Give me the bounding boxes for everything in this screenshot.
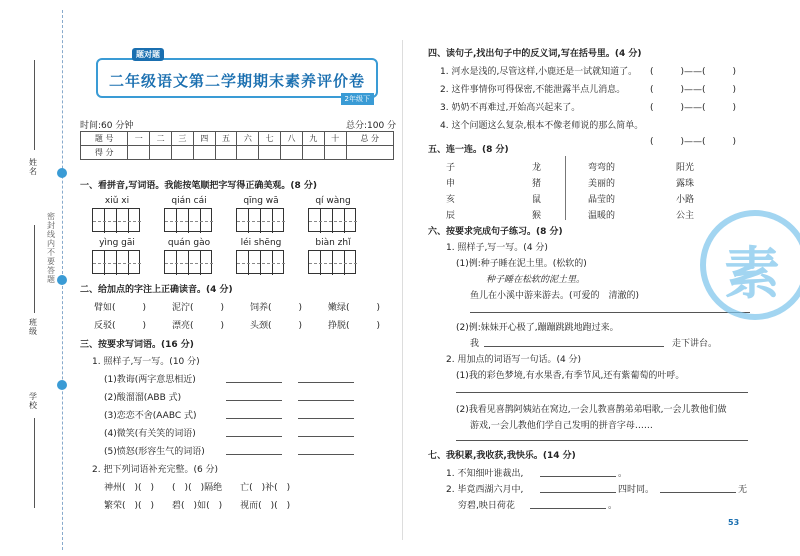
q6-sub1: 1. 照样子,写一写。(4 分) bbox=[446, 243, 548, 253]
score-header-cell: 八 bbox=[281, 132, 303, 146]
q6-ex2-start: 我 bbox=[470, 339, 480, 349]
score-header-cell: 题 号 bbox=[81, 132, 128, 146]
score-cell[interactable] bbox=[150, 146, 172, 160]
q3-item: (5)愤怒(形容生气的词语) bbox=[104, 447, 205, 457]
q3-item: (2)酸溜溜(ABB 式) bbox=[104, 393, 182, 403]
column-divider bbox=[402, 40, 403, 540]
answer-line[interactable] bbox=[456, 392, 748, 393]
score-header-cell: 三 bbox=[172, 132, 194, 146]
match-item[interactable]: 温暖的 bbox=[588, 211, 616, 221]
reading-item: 反驳( ) bbox=[94, 321, 147, 331]
score-header-cell: 二 bbox=[150, 132, 172, 146]
score-header-cell: 六 bbox=[237, 132, 259, 146]
match-divider bbox=[565, 156, 566, 220]
seal-dot bbox=[57, 168, 67, 178]
answer-line[interactable] bbox=[226, 382, 282, 383]
answer-line[interactable] bbox=[226, 418, 282, 419]
score-cell[interactable] bbox=[324, 146, 346, 160]
grade-tag: 2年级下 bbox=[341, 93, 374, 105]
q6-ex1-task: 鱼儿在小溪中游来游去。(可爱的 清澈的) bbox=[470, 291, 640, 301]
name-label: 姓名 bbox=[29, 158, 37, 176]
reading-item: 头颈( ) bbox=[250, 321, 303, 331]
match-item[interactable]: 猪 bbox=[532, 179, 542, 189]
antonym-blanks: ( )——( ) bbox=[650, 67, 737, 77]
title-banner bbox=[96, 58, 378, 103]
q7-b: 2. 毕竟西湖六月中, bbox=[446, 485, 524, 495]
answer-line[interactable] bbox=[540, 476, 616, 477]
answer-line[interactable] bbox=[226, 454, 282, 455]
match-item[interactable]: 美丽的 bbox=[588, 179, 616, 189]
q6-ex2-end: 走下讲台。 bbox=[672, 339, 718, 349]
brand-badge: 题对题 bbox=[132, 48, 164, 61]
q3-item: (3)恋恋不舍(AABC 式) bbox=[104, 411, 197, 421]
writing-grid[interactable] bbox=[164, 250, 212, 274]
match-item[interactable]: 露珠 bbox=[676, 179, 695, 189]
match-item[interactable]: 晶莹的 bbox=[588, 195, 616, 205]
answer-line[interactable] bbox=[456, 440, 748, 441]
watermark-stamp bbox=[700, 210, 800, 320]
q4-title: 四、读句子,找出句子中的反义词,写在括号里。(4 分) bbox=[428, 49, 642, 59]
score-cell[interactable] bbox=[281, 146, 303, 160]
match-item[interactable]: 龙 bbox=[532, 163, 542, 173]
reading-item: 漂亮( ) bbox=[172, 321, 225, 331]
pinyin-label: quán gào bbox=[167, 238, 211, 248]
score-cell[interactable] bbox=[215, 146, 237, 160]
school-label: 学校 bbox=[29, 392, 37, 410]
q1-title: 一、看拼音,写词语。我能按笔顺把字写得正确美观。(8 分) bbox=[80, 181, 318, 191]
q6-ex1: (1)例:种子睡在泥土里。(松软的) bbox=[456, 259, 587, 269]
pinyin-label: biàn zhǐ bbox=[315, 238, 351, 248]
q3-title: 三、按要求写词语。(16 分) bbox=[80, 340, 194, 350]
answer-line[interactable] bbox=[298, 382, 354, 383]
answer-line[interactable] bbox=[484, 346, 664, 347]
pinyin-label: xiǔ xi bbox=[104, 196, 130, 206]
match-item[interactable]: 亥 bbox=[446, 195, 456, 205]
q7-title: 七、我积累,我收获,我快乐。(14 分) bbox=[428, 451, 576, 461]
q5-title: 五、连一连。(8 分) bbox=[428, 145, 509, 155]
q3-sub1: 1. 照样子,写一写。(10 分) bbox=[92, 357, 200, 367]
antonym-blanks: ( )——( ) bbox=[650, 137, 737, 147]
match-item[interactable]: 小路 bbox=[676, 195, 695, 205]
q4-item: 2. 这件事情你可得保密,不能泄露半点儿消息。 bbox=[440, 85, 626, 95]
seal-dot bbox=[57, 380, 67, 390]
q6-sub2: 2. 用加点的词语写一句话。(4 分) bbox=[446, 355, 582, 365]
q4-item: 4. 这个问题这么复杂,根本不像老师说的那么简单。 bbox=[440, 121, 644, 131]
score-header-cell: 一 bbox=[128, 132, 150, 146]
reading-item: 臂如( ) bbox=[94, 303, 147, 313]
match-item[interactable]: 鼠 bbox=[532, 195, 542, 205]
page-title: 二年级语文第二学期期末素养评价卷 bbox=[108, 72, 365, 90]
q7-a-end: 。 bbox=[618, 469, 628, 479]
writing-grid[interactable] bbox=[236, 208, 284, 232]
score-header-cell: 十 bbox=[324, 132, 346, 146]
writing-grid[interactable] bbox=[308, 208, 356, 232]
score-cell[interactable] bbox=[259, 146, 281, 160]
q3-item: (1)教诲(两字意思相近) bbox=[104, 375, 196, 385]
antonym-blanks: ( )——( ) bbox=[650, 85, 737, 95]
match-item[interactable]: 阳光 bbox=[676, 163, 695, 173]
answer-line[interactable] bbox=[470, 312, 750, 313]
stamp-char: 素 bbox=[724, 242, 780, 307]
q6-f2: (2)我看见喜鹊阿姨站在窝边,一会儿教喜鹊弟弟唱歌,一会儿教他们做 bbox=[456, 405, 727, 415]
answer-line[interactable] bbox=[226, 400, 282, 401]
score-header-cell: 总 分 bbox=[346, 132, 393, 146]
q7-b-end: 无 bbox=[738, 485, 748, 495]
q2-title: 二、给加点的字注上正确读音。(4 分) bbox=[80, 285, 233, 295]
score-cell[interactable] bbox=[237, 146, 259, 160]
answer-line[interactable] bbox=[226, 436, 282, 437]
pinyin-label: qīng wā bbox=[243, 196, 279, 206]
writing-grid[interactable] bbox=[92, 250, 140, 274]
score-cell[interactable] bbox=[128, 146, 150, 160]
q3-sub2: 2. 把下列词语补充完整。(6 分) bbox=[92, 465, 219, 475]
q7-b-mid: 四时同。 bbox=[618, 485, 655, 495]
seal-text: 密封线内不要答题 bbox=[47, 212, 55, 284]
answer-line[interactable] bbox=[540, 492, 616, 493]
score-cell[interactable] bbox=[193, 146, 215, 160]
pinyin-label: qí wàng bbox=[315, 196, 351, 206]
writing-grid[interactable] bbox=[308, 250, 356, 274]
page-number: 53 bbox=[728, 518, 740, 527]
reading-item: 饲养( ) bbox=[250, 303, 303, 313]
q6-ex1-answer: 种子睡在松软的泥土里。 bbox=[486, 275, 586, 285]
binding-strip bbox=[0, 0, 70, 556]
q3-item: (4)微笑(有关笑的词语) bbox=[104, 429, 196, 439]
score-header-cell: 四 bbox=[193, 132, 215, 146]
seal-dot bbox=[57, 275, 67, 285]
score-table bbox=[80, 131, 394, 160]
answer-line[interactable] bbox=[298, 418, 354, 419]
score-header-cell: 七 bbox=[259, 132, 281, 146]
match-item[interactable]: 申 bbox=[446, 179, 456, 189]
score-header-cell: 九 bbox=[302, 132, 324, 146]
q6-ex2: (2)例:妹妹开心极了,蹦蹦跳跳地跑过来。 bbox=[456, 323, 619, 333]
answer-line[interactable] bbox=[298, 400, 354, 401]
q4-item: 3. 奶奶不再难过,开始高兴起来了。 bbox=[440, 103, 581, 113]
match-item[interactable]: 猴 bbox=[532, 211, 542, 221]
writing-grid[interactable] bbox=[92, 208, 140, 232]
match-item[interactable]: 子 bbox=[446, 163, 456, 173]
pinyin-label: léi shēng bbox=[240, 238, 282, 248]
q6-title: 六、按要求完成句子练习。(8 分) bbox=[428, 227, 563, 237]
time-label: 时间:60 分钟 bbox=[80, 121, 134, 131]
score-cell[interactable] bbox=[172, 146, 194, 160]
pinyin-label: yìng gāi bbox=[99, 238, 135, 248]
q6-f2b: 游戏,一会儿教他们学自己发明的拼音字母…… bbox=[470, 421, 653, 431]
class-label: 班级 bbox=[29, 318, 37, 336]
answer-line[interactable] bbox=[530, 508, 606, 509]
match-item[interactable]: 公主 bbox=[676, 211, 695, 221]
q6-f1: (1)我的彩色梦境,有水果香,有季节风,还有紫葡萄的叶呼。 bbox=[456, 371, 685, 381]
reading-item: 泥泞( ) bbox=[172, 303, 225, 313]
match-item[interactable]: 辰 bbox=[446, 211, 456, 221]
writing-grid[interactable] bbox=[236, 250, 284, 274]
antonym-blanks: ( )——( ) bbox=[650, 103, 737, 113]
score-cell[interactable] bbox=[346, 146, 393, 160]
writing-grid[interactable] bbox=[164, 208, 212, 232]
score-header-cell: 五 bbox=[215, 132, 237, 146]
q3-fill1: 神州( )( ) ( )( )隔绝 亡( )补( ) bbox=[104, 483, 291, 493]
score-cell: 得 分 bbox=[81, 146, 128, 160]
answer-line[interactable] bbox=[298, 436, 354, 437]
q7-c-end: 。 bbox=[608, 501, 618, 511]
total-label: 总分:100 分 bbox=[346, 121, 397, 131]
q7-c: 穷碧,映日荷花 bbox=[458, 501, 515, 511]
reading-item: 嫩绿( ) bbox=[328, 303, 381, 313]
q3-fill2: 繁荣( )( ) 碧( )如( ) 视而( )( ) bbox=[104, 501, 291, 511]
match-item[interactable]: 弯弯的 bbox=[588, 163, 616, 173]
q7-a: 1. 不知细叶谁裁出, bbox=[446, 469, 524, 479]
answer-line[interactable] bbox=[298, 454, 354, 455]
pinyin-label: qián cái bbox=[171, 196, 207, 206]
score-cell[interactable] bbox=[302, 146, 324, 160]
reading-item: 挣脱( ) bbox=[328, 321, 381, 331]
q4-item: 1. 河水是浅的,尽管这样,小鹿还是一试就知道了。 bbox=[440, 67, 638, 77]
answer-line[interactable] bbox=[660, 492, 736, 493]
